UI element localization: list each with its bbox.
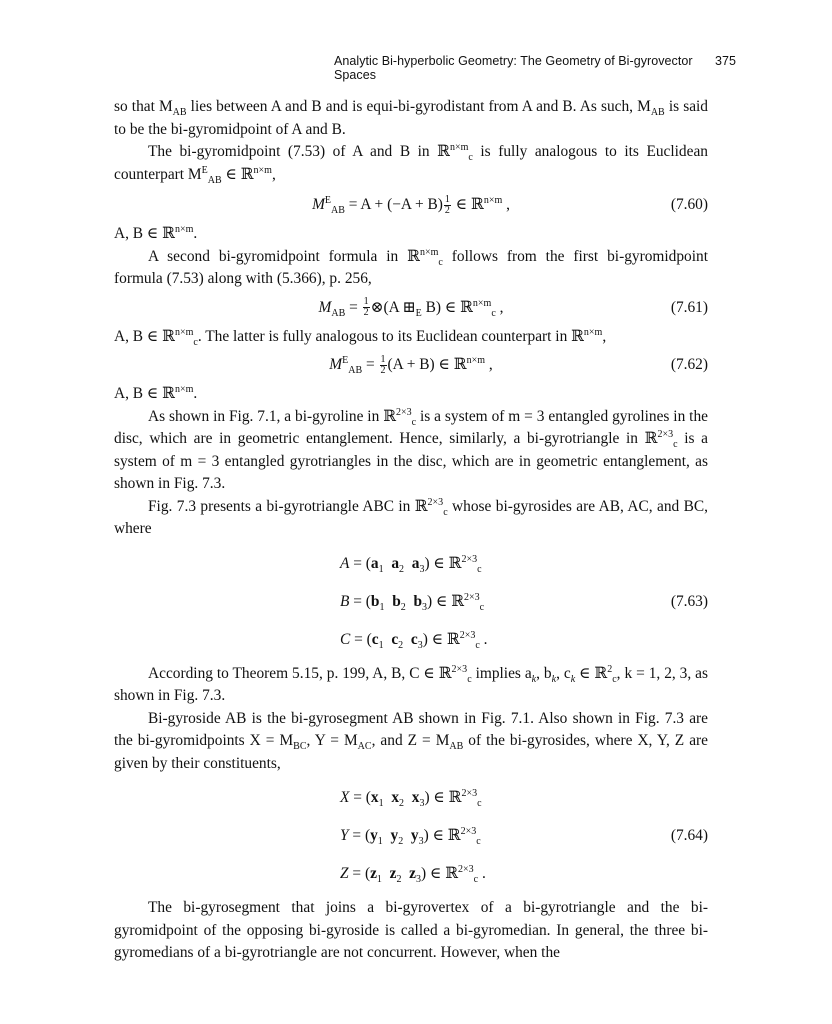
running-title: Analytic Bi-hyperbolic Geometry: The Geometry of Bi-gyrovector Spaces [334, 54, 693, 82]
page-body [114, 96, 708, 965]
page-number: 375 [714, 54, 736, 68]
equation-7-63 [114, 545, 708, 659]
paragraph-1: so that $M_{AB}$ lies between A and B and is equi-bi-gyrodistant from A and B. As such, $M_{AB}$ is said to be the bi-gyromidpoint of A and B. [114, 98, 709, 138]
paragraph-3: A second bi-gyromidpoint formula in ℝ$^{n\times m}_c$ follows from the first bi-gyromidpoint formula (7.53) along with (5.366), p. 256, [114, 246, 708, 287]
running-header [334, 54, 736, 82]
paragraph-5: Fig. 7.3 presents a bi-gyrotriangle ABC in ℝ$^{2\times 3}_c$ whose bi-gyrosides are AB, AC, and BC, where [114, 496, 708, 537]
equation-label: (7.62) [670, 356, 708, 373]
equation-row-y: $Y = (y_1$ $y_2$ $y_3$) ∈ ℝ$^{2\times 3}_c$ [340, 825, 481, 848]
equation-row-x: $X = (x_1$ $x_2$ $x_3$) ∈ ℝ$^{2\times 3}_c$ [340, 787, 482, 810]
paragraph-7: Bi-gyroside AB is the bi-gyrosegment AB shown in Fig. 7.1. Also shown in Fig. 7.3 are the bi-gyromidpoints $X = M_{BC}$, $Y = M_{AC}$, and $Z = M_{AB}$ of the bi-gyrosides, where X, Y, Z are given by their constituents, [114, 709, 708, 772]
paragraph-6: According to Theorem 5.15, p. 199, A, B, C ∈ ℝ$^{2\times 3}_c$ implies $a_k$, $b_k$, $c_k$ ∈ ℝ$^2_c$, k = 1, 2, 3, as shown in Fig. 7.3. [114, 663, 708, 704]
equation-label: (7.63) [670, 592, 708, 610]
equation-row-b: $B = (b_1$ $b_2$ $b_3$) ∈ ℝ$^{2\times 3}_c$ [340, 591, 485, 613]
paragraph-4: As shown in Fig. 7.1, a bi-gyroline in ℝ$^{2\times 3}_c$ is a system of m = 3 entangled gyrolines in the disc, which are in geometric entanglement. Hence, similarly, a bi-gyrotriangle in ℝ$^{2\times 3}_c$ is a system of m = 3 entangled gyrotriangles in the disc, which are in geometric entanglement, as shown in Fig. 7.3. [114, 406, 708, 492]
paragraph-after-7-60: A, B ∈ ℝ$^{n\times m}$. [114, 223, 198, 242]
equation-row-z: $Z = (z_1$ $z_2$ $z_3$) ∈ ℝ$^{2\times 3}_c$ . [340, 863, 486, 886]
equation-7-60: $M^E_{AB} = A + (-A + B)$ $\frac{1}{2}$ ∈ ℝ$^{n\times m}$ , (7.60) [312, 193, 708, 217]
paragraph-8: The bi-gyrosegment that joins a bi-gyrovertex of a bi-gyrotriangle and the bi-gyromidpoint of the opposing bi-gyroside is called a bi-gyromedian. In general, the three bi-gyromedians of a bi-gyrotriangle are not concurrent. However, when the [114, 899, 708, 961]
equation-row-a: $A = (a_1$ $a_2$ $a_3$) ∈ ℝ$^{2\times 3}_c$ [340, 553, 482, 575]
paragraph-2: The bi-gyromidpoint (7.53) of A and B in ℝ$^{n\times m}_c$ is fully analogous to its Euclidean counterpart $M^E_{AB}$ ∈ ℝ$^{n\times m}$, [114, 141, 708, 186]
equation-label: (7.64) [670, 827, 708, 844]
equation-7-64 [114, 779, 708, 893]
equation-7-61: $M_{AB}$ = $\frac{1}{2}$ ⊗(A $⊞_E$ B) ∈ ℝ$^{n\times m}_c$ , (7.61) [318, 296, 708, 319]
equation-row-c: $C = (c_1$ $c_2$ $c_3$) ∈ ℝ$^{2\times 3}_c$ . [340, 629, 488, 651]
paragraph-after-7-62: A, B ∈ ℝ$^{n\times m}$. [114, 383, 198, 402]
equation-label: (7.60) [670, 196, 708, 213]
paragraph-after-7-61: A, B ∈ ℝ$^{n\times m}_c$. The latter is fully analogous to its Euclidean counterpart in ℝ$^{n\times m}$, [114, 326, 607, 348]
equation-label: (7.61) [670, 298, 708, 316]
equation-7-62: $M^E_{AB}$ = $\frac{1}{2}$ (A + B) ∈ ℝ$^{n\times m}$ , (7.62) [329, 353, 708, 377]
